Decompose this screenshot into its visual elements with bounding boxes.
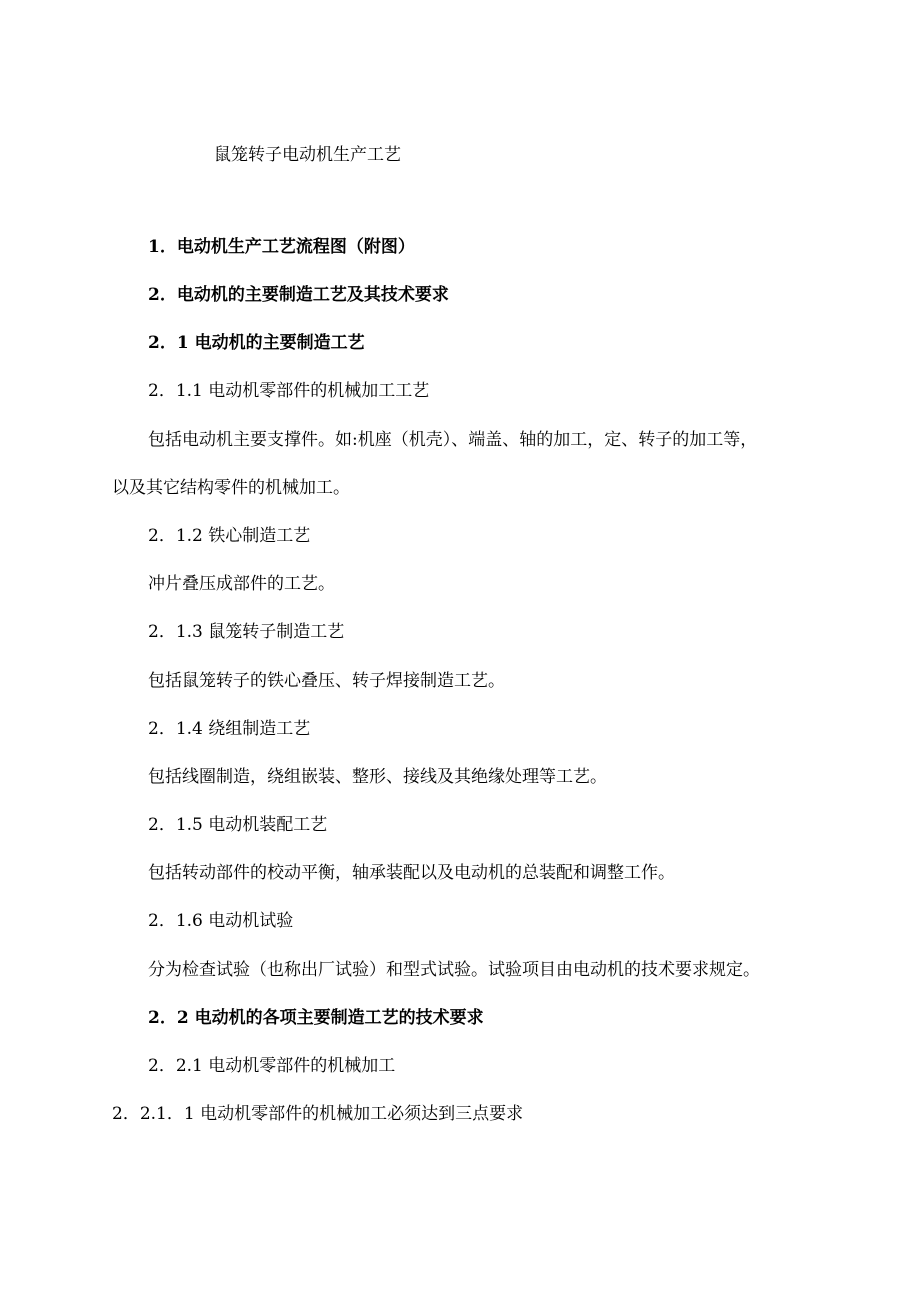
paragraph-2-1-3: 包括鼠笼转子的铁心叠压、转子焊接制造工艺。 — [148, 671, 505, 691]
paragraph-2-1-1-line-2: 以及其它结构零件的机械加工。 — [112, 478, 350, 498]
paragraph-2-1-2: 冲片叠压成部件的工艺。 — [148, 574, 335, 594]
heading-2-1-6: 2．1.6 电动机试验 — [148, 911, 294, 931]
heading-2: 2．电动机的主要制造工艺及其技术要求 — [148, 285, 449, 305]
heading-2-1-1: 2．1.1 电动机零部件的机械加工工艺 — [148, 381, 430, 401]
heading-2-2: 2．2 电动机的各项主要制造工艺的技术要求 — [148, 1008, 484, 1028]
paragraph-2-1-4: 包括线圈制造，绕组嵌装、整形、接线及其绝缘处理等工艺。 — [148, 767, 607, 787]
paragraph-2-1-6: 分为检查试验（也称出厂试验）和型式试验。试验项目由电动机的技术要求规定。 — [148, 960, 760, 980]
heading-2-1-4: 2．1.4 绕组制造工艺 — [148, 719, 311, 739]
heading-1: 1．电动机生产工艺流程图（附图） — [148, 237, 415, 257]
document-title: 鼠笼转子电动机生产工艺 — [214, 145, 401, 165]
paragraph-2-1-1-line-1: 包括电动机主要支撑件。如:机座（机壳）、端盖、轴的加工，定、转子的加工等， — [148, 430, 758, 450]
heading-2-2-1: 2．2.1 电动机零部件的机械加工 — [148, 1056, 396, 1076]
heading-2-2-1-1: 2．2.1．1 电动机零部件的机械加工必须达到三点要求 — [112, 1104, 524, 1124]
heading-2-1-2: 2．1.2 铁心制造工艺 — [148, 526, 311, 546]
heading-2-1-3: 2．1.3 鼠笼转子制造工艺 — [148, 622, 345, 642]
paragraph-2-1-5: 包括转动部件的校动平衡，轴承装配以及电动机的总装配和调整工作。 — [148, 863, 675, 883]
heading-2-1: 2．1 电动机的主要制造工艺 — [148, 333, 365, 353]
heading-2-1-5: 2．1.5 电动机装配工艺 — [148, 815, 328, 835]
